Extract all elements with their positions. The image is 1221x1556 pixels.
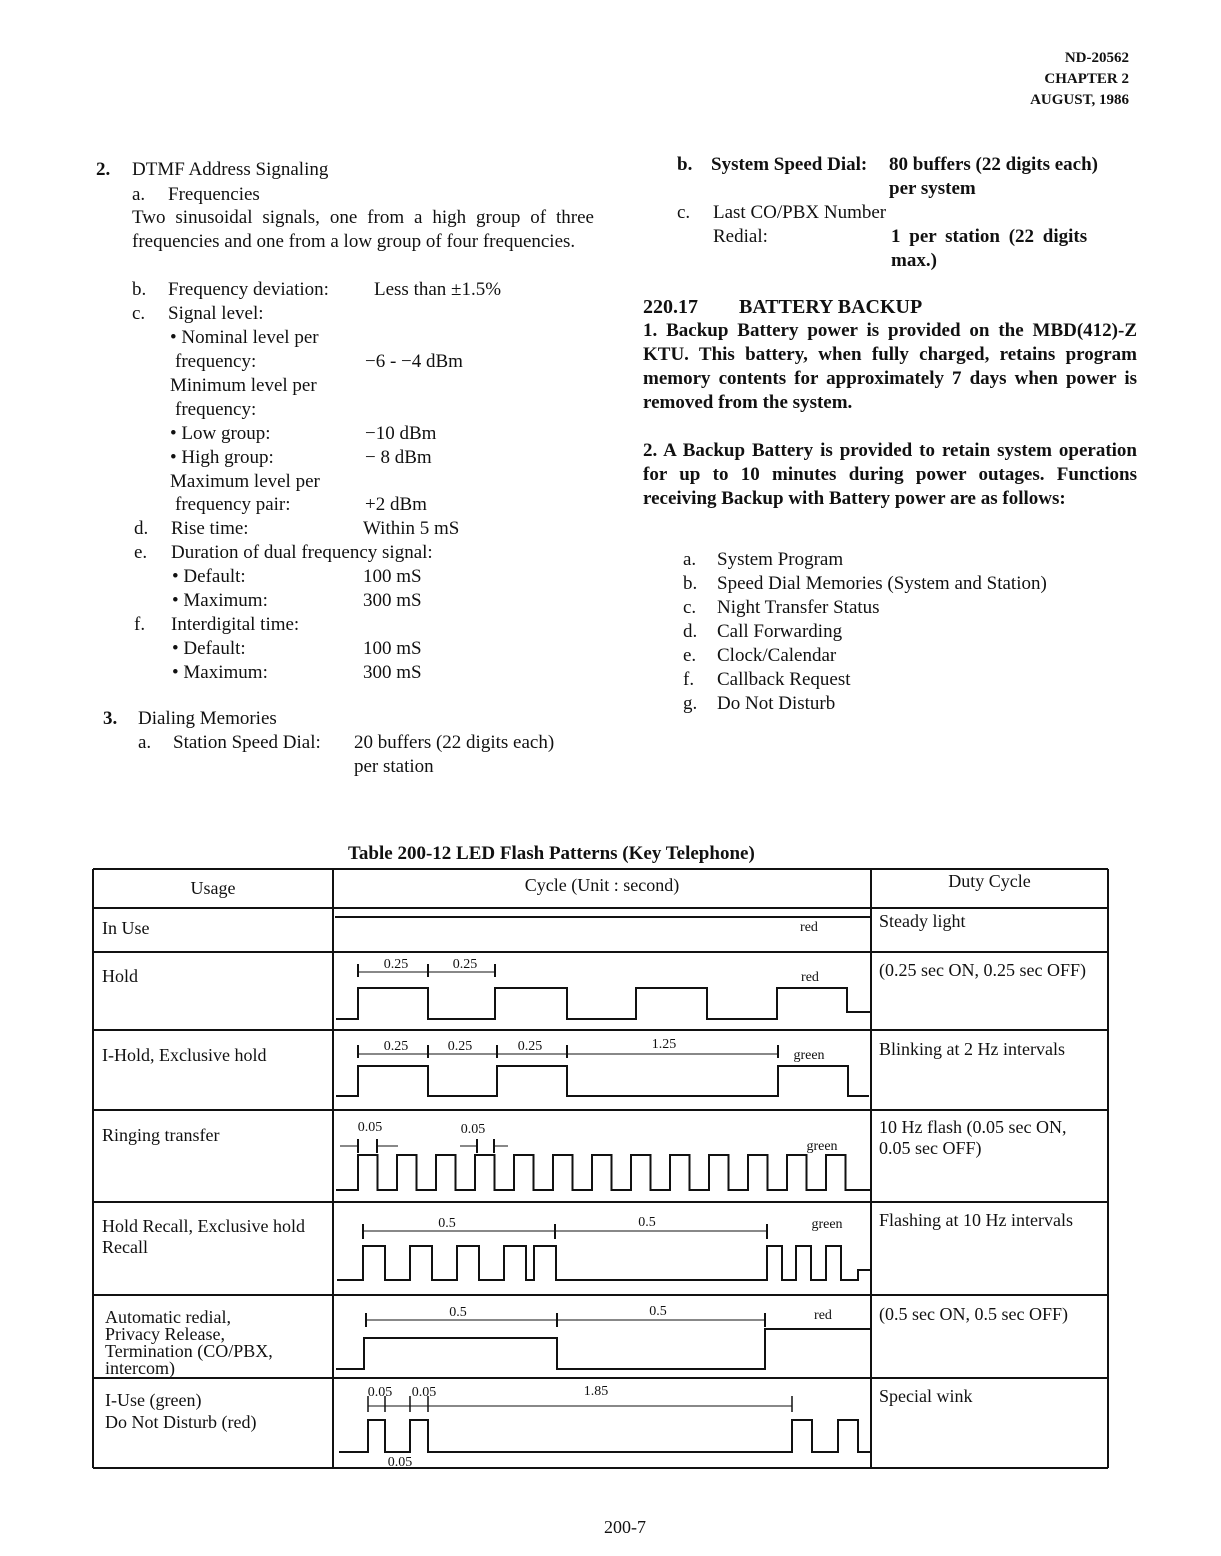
section-title: BATTERY BACKUP [739, 296, 923, 318]
chapter-label: CHAPTER 2 [1044, 71, 1129, 87]
wave-label: 0.25 [517, 1039, 543, 1054]
sys-speed-label: b. [677, 154, 693, 175]
usage-cell: Ringing transfer [102, 1125, 220, 1145]
battery-item-text: Do Not Disturb [717, 693, 836, 714]
auto-redial-waveform [336, 1329, 870, 1369]
table-title: Table 200-12 LED Flash Patterns (Key Telephone) [348, 843, 755, 864]
usage-cell: Hold Recall, Exclusive hold Recall [102, 1216, 305, 1257]
battery-item-text: Callback Request [717, 669, 851, 690]
led-color-label: green [811, 1217, 843, 1232]
wave-label: 0.05 [367, 1385, 393, 1400]
wave-label: 0.25 [383, 1039, 409, 1054]
header-duty: Duty Cycle [948, 871, 1031, 891]
battery-item-text: Speed Dial Memories (System and Station) [717, 573, 1047, 594]
battery-item-text: System Program [717, 549, 844, 570]
usage-line: I-Use (green) [105, 1390, 202, 1410]
sys-speed-value2: per system [889, 178, 976, 199]
sys-speed-text: System Speed Dial: [711, 154, 868, 175]
e-default-value: 100 mS [363, 566, 422, 587]
redial-value2: max.) [891, 250, 937, 271]
e-label: e. [134, 542, 148, 563]
f-label: f. [134, 614, 146, 635]
b-text: Frequency deviation: [168, 279, 329, 300]
dialing-a-text: Station Speed Dial: [173, 732, 321, 753]
battery-item-label: c. [683, 597, 697, 618]
redial-text2: Redial: [713, 226, 768, 247]
duty-cell: (0.25 sec ON, 0.25 sec OFF) [879, 960, 1086, 980]
hold-waveform [336, 988, 870, 1019]
ringing-waveform [336, 1155, 870, 1190]
usage-line: Termination (CO/PBX, [105, 1341, 273, 1361]
battery-item-label: a. [683, 549, 697, 570]
e-max-label: • Maximum: [172, 590, 268, 611]
battery-item-text: Night Transfer Status [717, 597, 880, 618]
usage-line: Automatic redial, [105, 1307, 231, 1327]
wave-label: 1.25 [651, 1037, 677, 1052]
header-cycle: Cycle (Unit : second) [524, 875, 680, 895]
freq-label: a. [132, 184, 146, 205]
e-default-label: • Default: [172, 566, 246, 587]
duty-cell: (0.5 sec ON, 0.5 sec OFF) [879, 1304, 1068, 1324]
e-text: Duration of dual frequency signal: [171, 542, 433, 563]
wave-label: 0.05 [460, 1122, 486, 1137]
redial-text1: Last CO/PBX Number [713, 202, 887, 223]
battery-item-label: e. [683, 645, 697, 666]
dtmf-title: DTMF Address Signaling [132, 159, 329, 180]
high-label: • High group: [170, 447, 274, 468]
ihold-waveform [336, 1066, 869, 1096]
duty-cell: 10 Hz flash (0.05 sec ON, 0.05 sec OFF) [879, 1117, 1067, 1158]
dialing-a-value1: 20 buffers (22 digits each) [354, 732, 555, 753]
min-line2: frequency: [175, 399, 257, 420]
battery-para1: 1. Backup Battery power is provided on the MBD(412)-Z KTU. This battery, when fully charged, retains program memory contents for approximately 7 days when power is removed from the system. [643, 320, 1137, 413]
low-value: −10 dBm [365, 423, 437, 444]
battery-item-text: Call Forwarding [717, 621, 843, 642]
c-text: Signal level: [168, 303, 264, 324]
dtmf-number: 2. [96, 159, 111, 180]
duty-cell: Steady light [879, 911, 966, 931]
usage-line: Do Not Disturb (red) [105, 1412, 257, 1432]
f-max-value: 300 mS [363, 662, 422, 683]
section-number: 220.17 [643, 296, 698, 318]
f-max-label: • Maximum: [172, 662, 268, 683]
battery-item-label: d. [683, 621, 698, 642]
b-label: b. [132, 279, 147, 300]
sys-speed-value1: 80 buffers (22 digits each) [889, 154, 1098, 175]
iuse-waveform [339, 1420, 870, 1452]
b-value: Less than ±1.5% [374, 279, 502, 300]
wave-label: 0.05 [357, 1120, 383, 1135]
led-color-label: red [814, 1308, 832, 1323]
header-usage: Usage [190, 878, 236, 898]
c-label: c. [132, 303, 146, 324]
max-line2: frequency pair: [175, 494, 291, 515]
max-value: +2 dBm [365, 494, 427, 515]
battery-item-label: b. [683, 573, 698, 594]
high-value: − 8 dBm [365, 447, 432, 468]
doc-number: ND-20562 [1064, 50, 1129, 66]
usage-line: intercom) [105, 1358, 175, 1378]
f-text: Interdigital time: [171, 614, 300, 635]
freq-title: Frequencies [168, 184, 260, 205]
low-label: • Low group: [170, 423, 271, 444]
led-color-label: red [801, 970, 819, 985]
dialing-a-label: a. [138, 732, 152, 753]
wave-label: 0.5 [449, 1305, 467, 1320]
battery-item-label: f. [683, 669, 695, 690]
f-default-label: • Default: [172, 638, 246, 659]
dialing-title: Dialing Memories [138, 708, 277, 729]
usage-cell: In Use [102, 918, 150, 938]
usage-line: Privacy Release, [105, 1324, 225, 1344]
wave-label: 0.25 [447, 1039, 473, 1054]
page-number: 200-7 [604, 1517, 646, 1537]
wave-label: 0.5 [649, 1304, 667, 1319]
nominal-line1: • Nominal level per [170, 327, 319, 348]
usage-cell: I-Hold, Exclusive hold [102, 1045, 267, 1065]
usage-cell: Hold [102, 966, 138, 986]
led-color-label: green [806, 1139, 838, 1154]
duty-cell: Blinking at 2 Hz intervals [879, 1039, 1065, 1059]
d-value: Within 5 mS [363, 518, 460, 539]
dialing-a-value2: per station [354, 756, 434, 777]
duty-cell: Flashing at 10 Hz intervals [879, 1210, 1073, 1230]
hold-recall-waveform [337, 1246, 870, 1280]
d-text: Rise time: [171, 518, 249, 539]
wave-label: 0.5 [638, 1215, 656, 1230]
wave-label: 0.5 [438, 1216, 456, 1231]
redial-value1: 1 per station (22 digits [891, 226, 1088, 247]
wave-label: 0.05 [387, 1455, 413, 1470]
led-color-label: red [800, 920, 818, 935]
f-default-value: 100 mS [363, 638, 422, 659]
wave-label: 1.85 [583, 1384, 609, 1399]
redial-label: c. [677, 202, 691, 223]
wave-label: 0.25 [452, 957, 478, 972]
wave-label: 0.25 [383, 957, 409, 972]
date-label: AUGUST, 1986 [1030, 92, 1129, 108]
battery-para2: 2. A Backup Battery is provided to retain system operation for up to 10 minutes during power outages. Functions receiving Backup with Battery power are as follows: [643, 440, 1137, 509]
nominal-value: −6 - −4 dBm [365, 351, 463, 372]
battery-item-text: Clock/Calendar [717, 645, 837, 666]
freq-body: Two sinusoidal signals, one from a high group of three frequencies and one from a low group of four frequencies. [132, 207, 594, 252]
nominal-line2: frequency: [175, 351, 257, 372]
max-line1: Maximum level per [170, 471, 320, 492]
e-max-value: 300 mS [363, 590, 422, 611]
duty-cell: Special wink [879, 1386, 973, 1406]
led-color-label: green [793, 1048, 825, 1063]
wave-label: 0.05 [411, 1385, 437, 1400]
dialing-number: 3. [103, 708, 118, 729]
battery-item-label: g. [683, 693, 698, 714]
d-label: d. [134, 518, 149, 539]
min-line1: Minimum level per [170, 375, 317, 396]
